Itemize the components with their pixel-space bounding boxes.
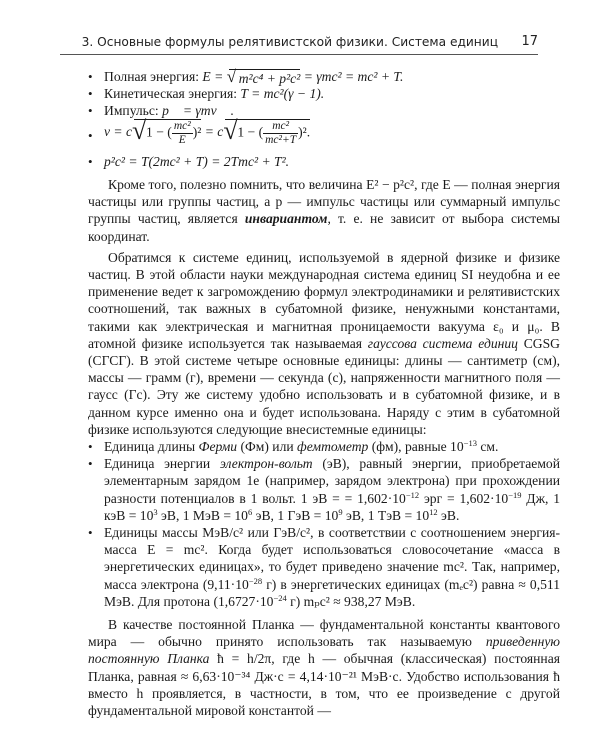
fraction bbox=[172, 120, 193, 147]
item2-text: эВ, 1 ГэВ = 10 bbox=[252, 507, 339, 523]
list-item-electronvolt bbox=[88, 455, 560, 524]
para3-text-a: В качестве постоянной Планка — фундаментальной константы квантового мира — обычно принято использовать так называемую bbox=[88, 617, 560, 650]
formula-kinetic bbox=[88, 85, 560, 102]
energy-label: Полная энергия: bbox=[104, 69, 203, 84]
fraction bbox=[263, 120, 298, 147]
sqrt-expression bbox=[223, 116, 311, 147]
item3-text: г) mₚc² ≈ 938,27 МэВ. bbox=[286, 593, 416, 609]
formula-energy bbox=[88, 68, 560, 85]
paragraph-invariant bbox=[88, 176, 560, 245]
bullet-icon: • bbox=[88, 456, 93, 472]
fraction-numerator: mc² bbox=[173, 120, 191, 132]
sqrt-icon: √ bbox=[132, 116, 147, 145]
page-number: 17 bbox=[521, 34, 538, 49]
energy-rest: = γmc² = mc² + T. bbox=[300, 69, 404, 84]
velocity-inner2-post: )². bbox=[298, 124, 311, 140]
item3-text: Единицы массы МэВ/c² или ГэВ/c², в соответствии с соотношением энергия-масса E = mc². Когда будет использоваться словосочетание «масса в энергетических единицах», то будет приведено значение mc². Так, например, масса электрона (9,11·10 bbox=[104, 525, 560, 592]
para1-text-a: Кроме того, полезно помнить, что величина E² − p²c², где E — полная энергия частицы или группы частиц, а p — импульс частицы или суммарный импульс группы частиц, является bbox=[88, 177, 560, 227]
energy-sqrt: m²c⁴ + p²c² bbox=[238, 70, 301, 86]
item2-text: Дж, 1 кэВ = 10 bbox=[104, 490, 560, 523]
exponent: 12 bbox=[429, 506, 438, 517]
list-item-mass-units bbox=[88, 524, 560, 610]
formula-pc bbox=[88, 153, 560, 170]
bullet-icon: • bbox=[88, 69, 93, 84]
exponent: −12 bbox=[405, 489, 420, 500]
running-header bbox=[60, 32, 538, 55]
item2-text: Единица энергии bbox=[104, 456, 220, 472]
velocity-mid: = c bbox=[201, 124, 224, 140]
para2-text-a: Обратимся к системе единиц, используемой в ядерной физике и физике частиц. В этой области науки международная система единиц SI неудобна и ее применение ведет к загромождению формул электродинамики и релятивистских соотношений, так важных в субатомной физике, ненужными константами, такими как электрическая и магнитная проницаемости вакуума ε₀ и μ₀. В атомной физике используется так называемая bbox=[88, 249, 560, 351]
fraction-denominator: mc²+T bbox=[265, 134, 297, 146]
velocity-inner2-pre: 1 − ( bbox=[237, 124, 264, 140]
exponent: −24 bbox=[273, 592, 287, 603]
formula-velocity bbox=[88, 116, 560, 153]
item2-text: эрг = 1,602·10 bbox=[419, 490, 509, 506]
exponent: 3 bbox=[153, 506, 158, 517]
sqrt-expression bbox=[132, 116, 202, 147]
momentum-label: Импульс: bbox=[104, 103, 163, 118]
fraction-numerator: mc² bbox=[263, 120, 298, 134]
formula-momentum bbox=[88, 102, 560, 119]
exponent: −19 bbox=[508, 489, 522, 500]
header-title: 3. Основные формулы релятивистской физики. Система единиц bbox=[81, 35, 498, 49]
list-item-fermi bbox=[88, 438, 560, 455]
item2-text: эВ, 1 ТэВ = 10 bbox=[342, 507, 430, 523]
item1-text: (фм), равные 10 bbox=[368, 439, 464, 455]
para3-text-c: ħ = h/2π, где h — обычная (классическая) постоянная Планка, равная ≈ 6,63·10⁻³⁴ Дж·с = 4,14·10⁻²¹ МэВ·с. Удобство использования ħ вместо h проявляется, в частности, в том, что ее произведение с другой фундаментальной мировой константой — bbox=[88, 651, 560, 719]
para3-emphasis: приведенную постоянную Планка bbox=[88, 634, 560, 667]
item2-text: эВ, 1 МэВ = 10 bbox=[157, 507, 248, 523]
bullet-icon: • bbox=[88, 154, 93, 169]
sqrt-icon: √ bbox=[226, 66, 237, 86]
velocity-inner1-pre: 1 − ( bbox=[146, 124, 172, 140]
velocity-start: v = c bbox=[104, 124, 133, 140]
exponent: −13 bbox=[463, 438, 477, 449]
item1-text: Единица длины bbox=[104, 439, 199, 455]
para2-emphasis: гауссова система единиц bbox=[367, 335, 518, 351]
item2-text: (эВ), равный энергии, приобретаемой элементарным зарядом 1e (например, зарядом электрона) при прохождении разности потенциалов в 1 вольт. 1 эВ = = 1,602·10 bbox=[104, 456, 560, 506]
bullet-icon: • bbox=[88, 439, 93, 455]
bullet-icon: • bbox=[88, 128, 93, 143]
exponent: −28 bbox=[248, 575, 263, 586]
energy-eq-start: E = bbox=[202, 69, 227, 84]
item2-text: эВ. bbox=[437, 507, 460, 523]
sqrt-icon: √ bbox=[223, 116, 238, 145]
momentum-eq: p⃗ = γmv⃗ . bbox=[162, 103, 235, 118]
page-body bbox=[88, 68, 560, 719]
item1-term: Ферми bbox=[198, 439, 238, 455]
kinetic-label: Кинетическая энергия: bbox=[104, 86, 241, 101]
item1-text: см. bbox=[476, 439, 499, 455]
item2-term: электрон-вольт bbox=[219, 456, 313, 472]
item1-text: (Фм) или bbox=[237, 439, 298, 455]
para1-emphasis: инвариантом bbox=[244, 211, 328, 227]
exponent: 6 bbox=[247, 506, 253, 517]
fraction-denominator: E bbox=[178, 134, 186, 146]
kinetic-eq: T = mc²(γ − 1). bbox=[240, 86, 325, 101]
exponent: 9 bbox=[338, 506, 343, 517]
pc-eq: p²c² = T(2mc² + T) = 2Tmc² + T². bbox=[104, 154, 290, 169]
item3-text: г) в энергетических единицах (mₑc²) равна ≈ 0,511 МэВ. Для протона (1,6727·10 bbox=[104, 576, 560, 609]
bullet-icon: • bbox=[88, 525, 93, 541]
para2-text-c: CGSG (СГСГ). В этой системе четыре основные единицы: длины — сантиметр (см), массы — грамм (г), времени — секунда (с), напряженности магнитного поля — гаусс (Гс). Эту же систему удобно использовать и в субатомной физике, и в данном курсе именно она и будет использована. Наряду с этим в субатомной физике используются следующие внесистемные единицы: bbox=[88, 335, 560, 437]
bullet-icon: • bbox=[88, 103, 93, 118]
bullet-icon: • bbox=[88, 86, 93, 101]
paragraph-planck bbox=[88, 616, 560, 719]
para1-text-c: , т. е. не зависит от выбора системы координат. bbox=[88, 211, 560, 244]
velocity-inner1-post: )² bbox=[192, 124, 202, 140]
item1-term: фемтометр bbox=[297, 439, 369, 455]
paragraph-units bbox=[88, 249, 560, 438]
